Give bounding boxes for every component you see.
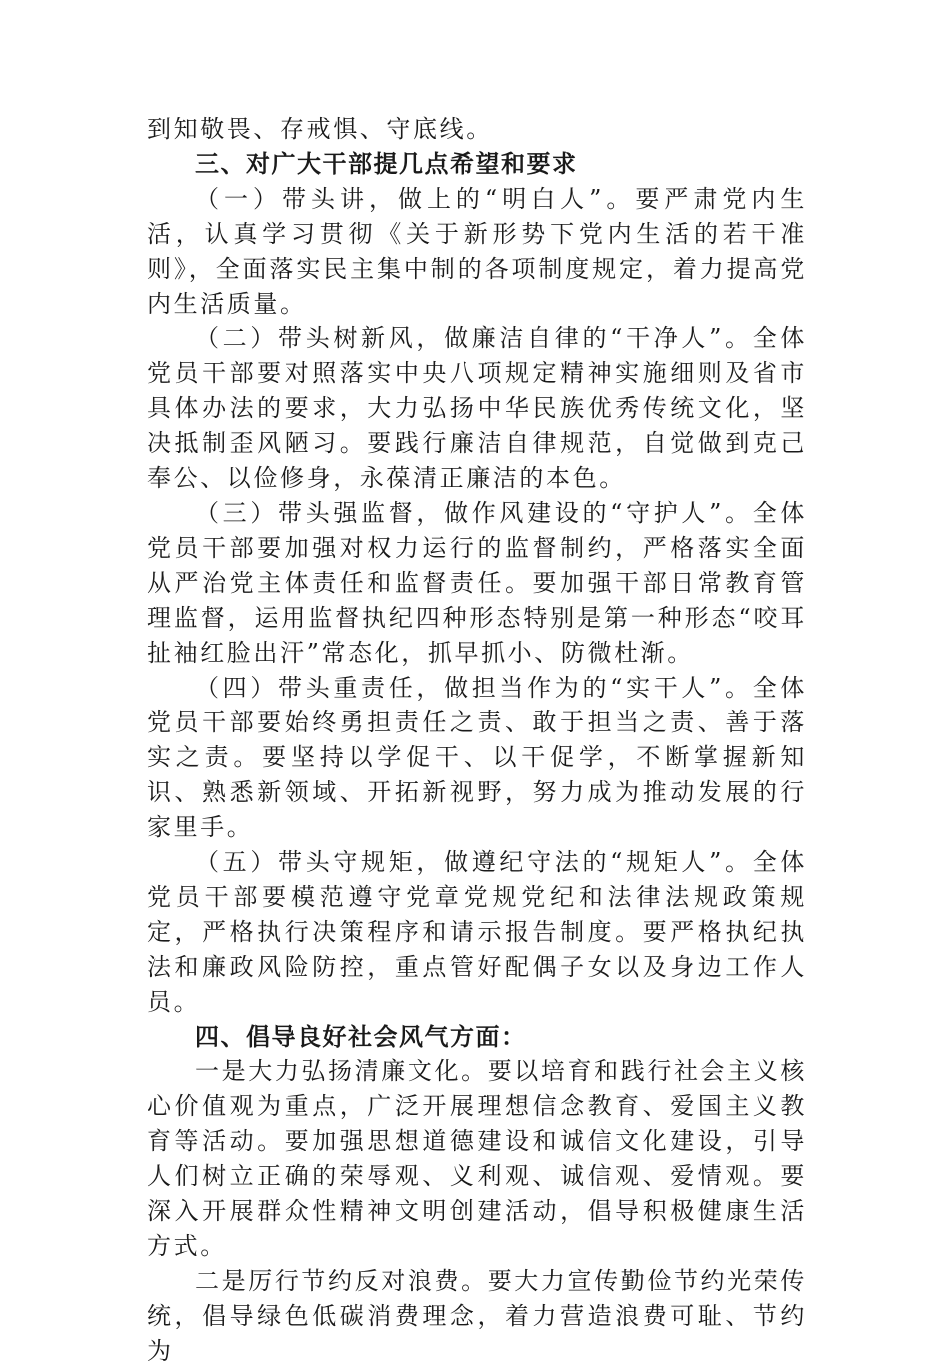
paragraph-item-five: （五）带头守规矩，做遵纪守法的“规矩人”。全体党员干部要模范遵守党章党规党纪和法律法规政策规定，严格执行决策程序和请示报告制度。要严格执纪执法和廉政风险防控，重点管好配偶子女以及身边工作人员。 <box>147 848 807 1016</box>
paragraph-item-two: （二）带头树新风，做廉洁自律的“干净人”。全体党员干部要对照落实中央八项规定精神实施细则及省市具体办法的要求，大力弘扬中华民族优秀传统文化，坚决抵制歪风陋习。要践行廉洁自律规范，自觉做到克己奉公、以俭修身，永葆清正廉洁的本色。 <box>147 324 807 493</box>
section-heading-three: 三、对广大干部提几点希望和要求 <box>195 149 578 178</box>
paragraph-item-three: （三）带头强监督，做作风建设的“守护人”。全体党员干部要加强对权力运行的监督制约，严格落实全面从严治党主体责任和监督责任。要加强干部日常教育管理监督，运用监督执纪四种形态特别是第一种形态“咬耳扯袖红脸出汗”常态化，抓早抓小、防微杜渐。 <box>147 498 807 667</box>
paragraph-point-two: 二是厉行节约反对浪费。要大力宣传勤俭节约光荣传统，倡导绿色低碳消费理念，着力营造浪费可耻、节约为 <box>147 1266 807 1365</box>
section-heading-four: 四、倡导良好社会风气方面： <box>195 1022 527 1051</box>
paragraph-point-one: 一是大力弘扬清廉文化。要以培育和践行社会主义核心价值观为重点，广泛开展理想信念教育、爱国主义教育等活动。要加强思想道德建设和诚信文化建设，引导人们树立正确的荣辱观、义利观、诚信观、爱情观。要深入开展群众性精神文明创建活动，倡导积极健康生活方式。 <box>147 1057 807 1260</box>
paragraph-item-one: （一）带头讲，做上的“明白人”。要严肃党内生活，认真学习贯彻《关于新形势下党内生活的若干准则》，全面落实民主集中制的各项制度规定，着力提高党内生活质量。 <box>147 184 807 318</box>
paragraph-item-four: （四）带头重责任，做担当作为的“实干人”。全体党员干部要始终勇担责任之责、敢于担当之责、善于落实之责。要坚持以学促干、以干促学，不断掌握新知识、熟悉新领域、开拓新视野，努力成为推动发展的行家里手。 <box>147 673 807 842</box>
paragraph-continuation: 到知敬畏、存戒惧、守底线。 <box>147 115 493 143</box>
document-body <box>147 112 807 1369</box>
